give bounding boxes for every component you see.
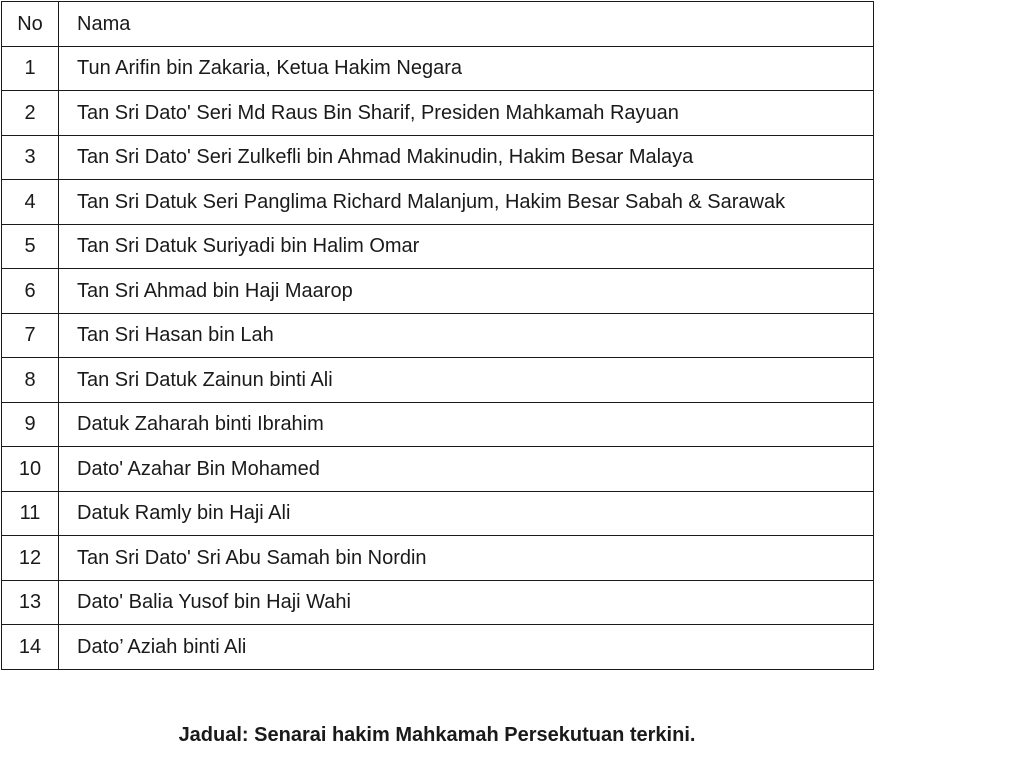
- table-row: [2, 402, 874, 447]
- table-row: [2, 536, 874, 581]
- row-name: Dato’ Aziah binti Ali: [59, 625, 874, 670]
- row-number: 13: [2, 580, 59, 625]
- row-name: Tan Sri Ahmad bin Haji Maarop: [59, 269, 874, 314]
- table-caption: Jadual: Senarai hakim Mahkamah Persekutuan terkini.: [178, 724, 696, 746]
- header-no: No: [2, 2, 59, 47]
- table-row: [2, 625, 874, 670]
- table-row: [2, 269, 874, 314]
- row-name: Tan Sri Dato' Sri Abu Samah bin Nordin: [59, 536, 874, 581]
- row-name: Tan Sri Hasan bin Lah: [59, 313, 874, 358]
- row-name: Dato' Azahar Bin Mohamed: [59, 447, 874, 492]
- row-number: 7: [2, 313, 59, 358]
- row-name: Tan Sri Dato' Seri Zulkefli bin Ahmad Makinudin, Hakim Besar Malaya: [59, 135, 874, 180]
- row-number: 9: [2, 402, 59, 447]
- row-name: Tun Arifin bin Zakaria, Ketua Hakim Negara: [59, 46, 874, 91]
- row-number: 4: [2, 180, 59, 225]
- row-number: 5: [2, 224, 59, 269]
- row-number: 8: [2, 358, 59, 403]
- row-number: 6: [2, 269, 59, 314]
- row-number: 12: [2, 536, 59, 581]
- table-row: [2, 224, 874, 269]
- table-row: [2, 180, 874, 225]
- row-name: Tan Sri Datuk Seri Panglima Richard Malanjum, Hakim Besar Sabah & Sarawak: [59, 180, 874, 225]
- row-name: Tan Sri Datuk Zainun binti Ali: [59, 358, 874, 403]
- header-name: Nama: [59, 2, 874, 47]
- table-row: [2, 46, 874, 91]
- row-number: 11: [2, 491, 59, 536]
- row-name: Dato' Balia Yusof bin Haji Wahi: [59, 580, 874, 625]
- row-number: 14: [2, 625, 59, 670]
- row-number: 2: [2, 91, 59, 136]
- table-row: [2, 91, 874, 136]
- row-number: 10: [2, 447, 59, 492]
- row-name: Datuk Zaharah binti Ibrahim: [59, 402, 874, 447]
- row-name: Tan Sri Datuk Suriyadi bin Halim Omar: [59, 224, 874, 269]
- table-row: [2, 313, 874, 358]
- row-number: 1: [2, 46, 59, 91]
- row-number: 3: [2, 135, 59, 180]
- judges-table: [1, 1, 874, 670]
- table-row: [2, 358, 874, 403]
- table-body: [2, 46, 874, 669]
- table-row: [2, 491, 874, 536]
- table-row: [2, 580, 874, 625]
- row-name: Tan Sri Dato' Seri Md Raus Bin Sharif, Presiden Mahkamah Rayuan: [59, 91, 874, 136]
- table-row: [2, 447, 874, 492]
- table-row: [2, 135, 874, 180]
- table-header-row: [2, 2, 874, 47]
- row-name: Datuk Ramly bin Haji Ali: [59, 491, 874, 536]
